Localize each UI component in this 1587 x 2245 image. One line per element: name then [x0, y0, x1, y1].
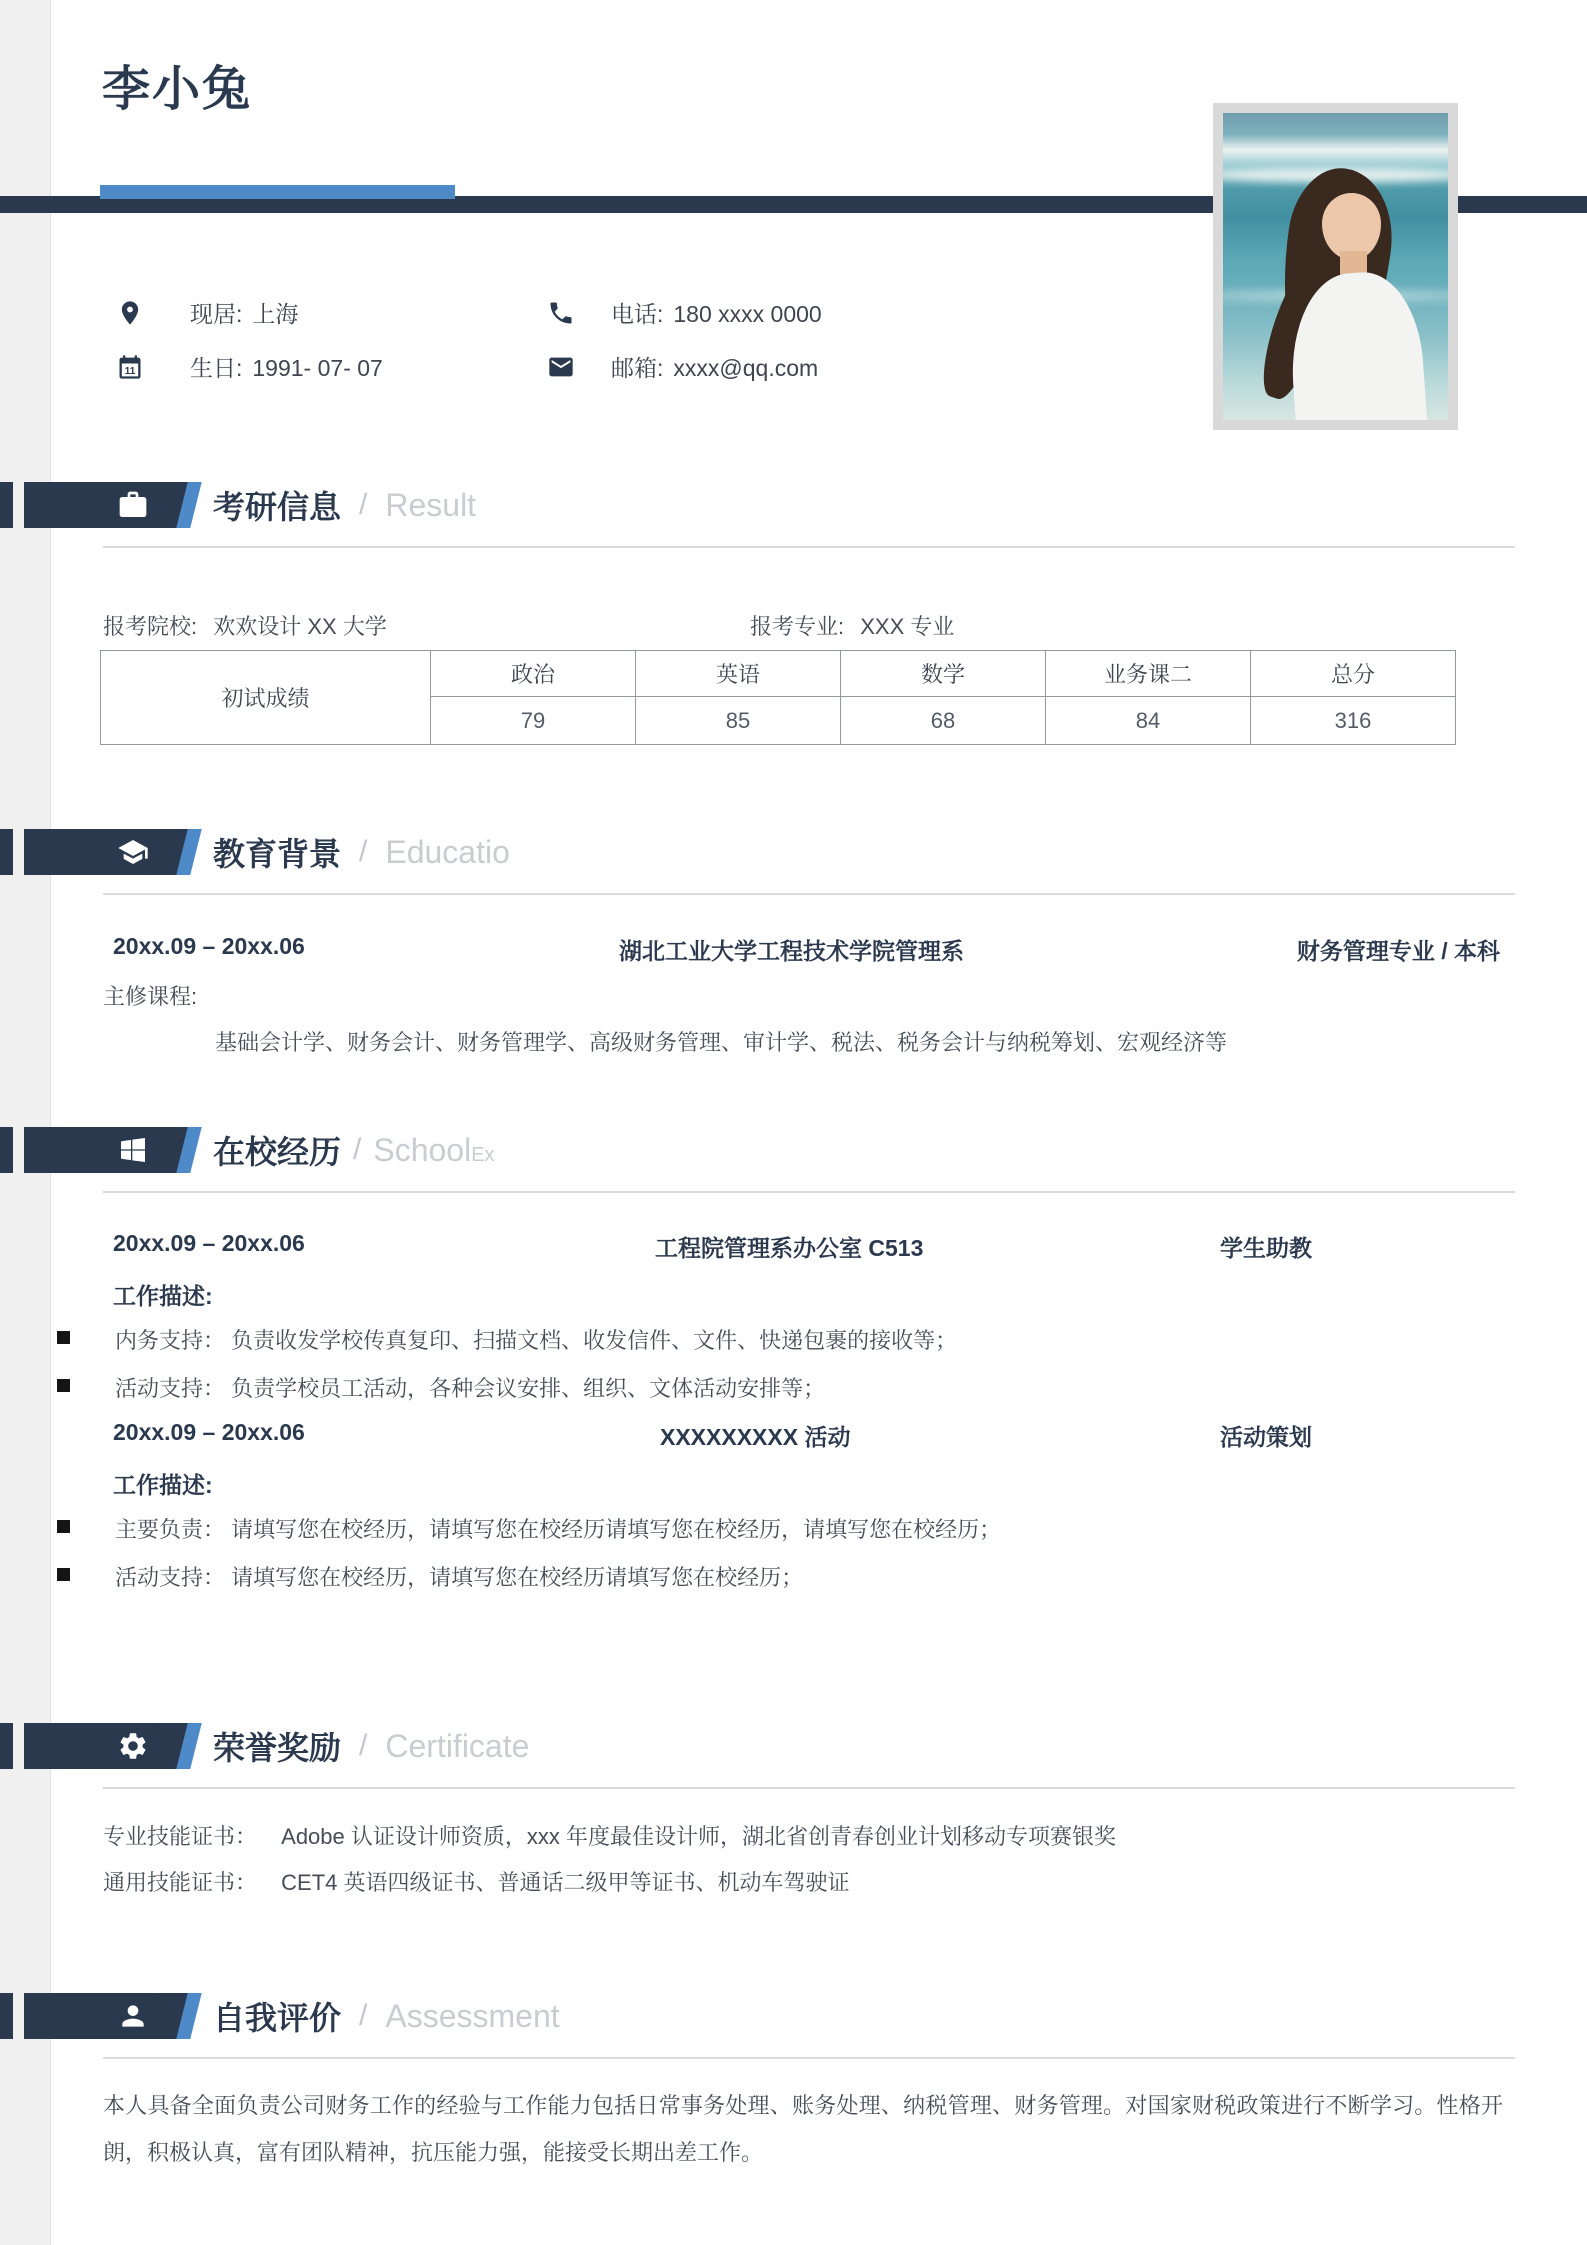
contact-residence-text: [190, 296, 298, 329]
section-header-certificate: [213, 1723, 529, 1769]
location-icon: [116, 299, 144, 327]
phone-label: 电话:: [611, 301, 664, 327]
section-title: 考研信息: [213, 489, 342, 525]
calendar-icon: [116, 353, 144, 381]
education-school: 湖北工业大学工程技术学院管理系: [619, 938, 964, 964]
residence-value: 上海: [252, 301, 299, 327]
score-table: [100, 650, 1456, 745]
bullet-marker: [57, 1568, 70, 1581]
page-margin-strip: [0, 0, 51, 2245]
subtitle-main: School: [373, 1131, 472, 1168]
score-col-header: 政治: [431, 651, 636, 697]
subtitle-sub: Ex: [471, 1143, 495, 1166]
experience-bullet: 内务支持： 负责收发学校传真复印、扫描文档、收发信件、文件、快递包裹的接收等；: [115, 1328, 958, 1353]
experience-role: 活动策划: [1220, 1424, 1312, 1450]
graduation-cap-icon: [117, 836, 149, 868]
section-header-result: [213, 482, 476, 528]
work-desc-label: 工作描述:: [113, 1283, 213, 1309]
score-col-header: 总分: [1251, 651, 1456, 697]
title-slash: /: [359, 488, 368, 521]
certificate-row: [103, 1820, 1116, 1851]
certificate-value: Adobe 认证设计师资质，xxx 年度最佳设计师，湖北省创青春创业计划移动专项赛银奖: [281, 1824, 1116, 1849]
experience-org: XXXXXXXXX 活动: [660, 1424, 851, 1450]
experience-org: 工程院管理系办公室 C513: [655, 1235, 924, 1261]
title-slash: /: [359, 1999, 368, 2032]
target-major-value: XXX 专业: [860, 614, 955, 639]
section-subtitle: Assessment: [385, 1997, 560, 2034]
section-divider: [103, 893, 1515, 895]
section-edge-tab: [0, 829, 13, 875]
email-label: 邮箱:: [611, 355, 664, 381]
section-banner-school-exp: [24, 1127, 164, 1173]
section-banner-certificate: [24, 1723, 164, 1769]
education-major: 财务管理专业 / 本科: [1296, 938, 1500, 964]
experience-bullet: 主要负责： 请填写您在校经历，请填写您在校经历请填写您在校经历，请填写您在校经历；: [115, 1517, 1002, 1542]
contact-email: [547, 350, 818, 383]
experience-period: 20xx.09 – 20xx.06: [113, 1419, 305, 1445]
education-period: 20xx.09 – 20xx.06: [113, 933, 305, 959]
target-school-label: 报考院校:: [103, 614, 198, 639]
section-title: 在校经历: [213, 1134, 342, 1170]
score-col-header: 数学: [841, 651, 1046, 697]
score-col-header: 业务课二: [1046, 651, 1251, 697]
score-row-header: 初试成绩: [101, 651, 431, 745]
section-header-education: [213, 829, 510, 875]
section-divider: [103, 546, 1515, 548]
section-subtitle: [373, 1132, 494, 1169]
section-divider: [103, 1787, 1515, 1789]
certificate-row: [103, 1866, 850, 1897]
contact-residence: [116, 296, 298, 329]
score-value: 68: [841, 697, 1046, 745]
score-value: 85: [636, 697, 841, 745]
experience-period: 20xx.09 – 20xx.06: [113, 1230, 305, 1256]
briefcase-icon: [117, 489, 149, 521]
score-col-header: 英语: [636, 651, 841, 697]
svg-text:11: 11: [124, 365, 136, 377]
section-banner-assessment: [24, 1993, 164, 2039]
self-assessment-text: 本人具备全面负责公司财务工作的经验与工作能力包括日常事务处理、账务处理、纳税管理、财务管理。对国家财税政策进行不断学习。性格开朗，积极认真，富有团队精神，抗压能力强，能接受长期出差工作。: [103, 2093, 1503, 2165]
candidate-name: 李小兔: [102, 63, 253, 116]
section-title: 自我评价: [213, 2000, 342, 2036]
phone-value: 180 xxxx 0000: [673, 301, 822, 327]
section-banner-result: [24, 482, 164, 528]
section-subtitle: Certificate: [385, 1727, 530, 1764]
birthday-label: 生日:: [190, 355, 243, 381]
section-header-assessment: [213, 1993, 560, 2039]
score-value: 84: [1046, 697, 1251, 745]
profile-photo: [1213, 103, 1458, 430]
gear-icon: [117, 1730, 149, 1762]
experience-bullet: 活动支持： 请填写您在校经历，请填写您在校经历请填写您在校经历；: [115, 1565, 804, 1590]
section-title: 教育背景: [213, 836, 342, 872]
bullet-marker: [57, 1520, 70, 1533]
profile-photo-scene: [1223, 113, 1448, 420]
windows-icon: [117, 1134, 149, 1166]
email-value: xxxx@qq.com: [673, 355, 819, 381]
section-edge-tab: [0, 1993, 13, 2039]
phone-icon: [547, 299, 575, 327]
contact-phone-text: [611, 296, 822, 329]
target-school-value: 欢欢设计 XX 大学: [213, 614, 387, 639]
target-major-line: [750, 610, 954, 641]
title-slash: /: [353, 1133, 362, 1166]
mail-icon: [547, 353, 575, 381]
section-subtitle: Result: [385, 486, 477, 523]
section-title: 荣誉奖励: [213, 1730, 342, 1766]
experience-bullet: 活动支持： 负责学校员工活动，各种会议安排、组织、文体活动安排等；: [115, 1376, 826, 1401]
title-slash: /: [359, 1729, 368, 1762]
section-header-school-exp: [213, 1127, 495, 1173]
courses-list: 基础会计学、财务会计、财务管理学、高级财务管理、审计学、税法、税务会计与纳税筹划、宏观经济等: [215, 1030, 1228, 1055]
certificate-label: 通用技能证书：: [103, 1870, 258, 1895]
certificate-value: CET4 英语四级证书、普通话二级甲等证书、机动车驾驶证: [281, 1870, 850, 1895]
work-desc-label: 工作描述:: [113, 1472, 213, 1498]
section-divider: [103, 1191, 1515, 1193]
contact-phone: [547, 296, 822, 329]
courses-label: 主修课程:: [103, 984, 198, 1009]
section-divider: [103, 2057, 1515, 2059]
score-value: 79: [431, 697, 636, 745]
header-accent-bar: [100, 185, 455, 199]
section-subtitle: Educatio: [385, 833, 510, 870]
contact-birthday-text: [190, 350, 383, 383]
target-major-label: 报考专业:: [750, 614, 845, 639]
residence-label: 现居:: [190, 301, 243, 327]
section-edge-tab: [0, 1723, 13, 1769]
title-slash: /: [359, 835, 368, 868]
birthday-value: 1991- 07- 07: [252, 355, 383, 381]
target-school-line: [103, 610, 387, 641]
contact-email-text: [611, 350, 818, 383]
score-value: 316: [1251, 697, 1456, 745]
person-icon: [117, 2000, 149, 2032]
certificate-label: 专业技能证书：: [103, 1824, 258, 1849]
section-edge-tab: [0, 482, 13, 528]
bullet-marker: [57, 1331, 70, 1344]
section-edge-tab: [0, 1127, 13, 1173]
bullet-marker: [57, 1379, 70, 1392]
section-banner-education: [24, 829, 164, 875]
contact-birthday: [116, 350, 383, 383]
experience-role: 学生助教: [1220, 1235, 1312, 1261]
